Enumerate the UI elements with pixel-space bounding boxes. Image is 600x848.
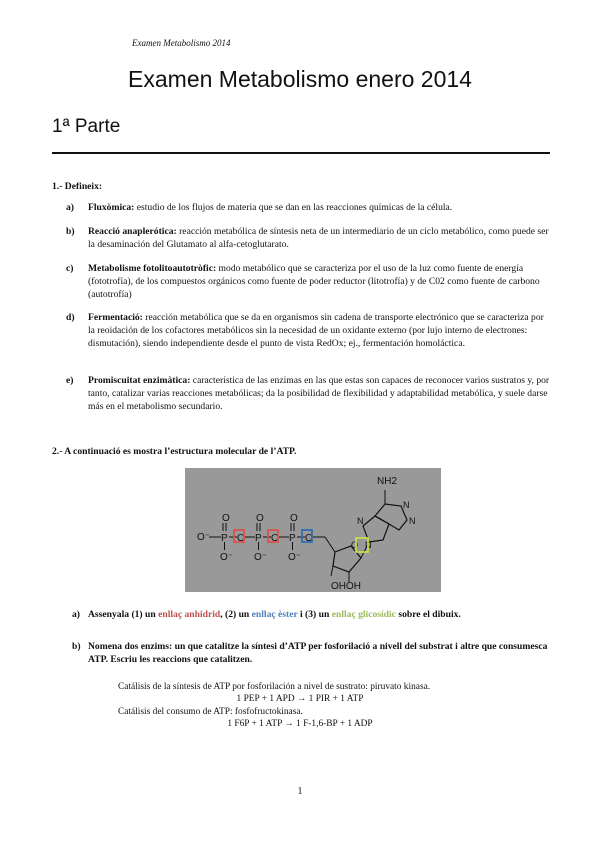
o-minus-label: O⁻	[220, 552, 234, 563]
oh-label: OHOH	[331, 581, 361, 592]
phosphorus-label: P	[289, 533, 296, 544]
oxygen-label: O	[351, 540, 359, 550]
item-letter: c)	[66, 263, 74, 274]
o-minus-label: O⁻	[254, 552, 268, 563]
anhydride-bond-label: enllaç anhidrid	[158, 609, 221, 620]
oxygen-label: O	[222, 513, 230, 524]
nh2-label: NH2	[377, 476, 398, 487]
answer-reaction-2: 1 F6P + 1 ATP → 1 F-1,6-BP + 1 ADP	[227, 719, 373, 729]
oxygen-label: O	[290, 513, 298, 524]
definition-term: Reacció anaplerótica:	[88, 226, 177, 237]
oxygen-label: O	[237, 533, 245, 544]
q2a-text: i (3) un	[297, 609, 332, 620]
q2b-text: Nomena dos enzims: un que catalitze la síntesi d’ATP per fosforilació a nivell del substrat i altre que consumesca ATP. Escriu les reaccions que catalitzen.	[88, 641, 548, 665]
item-letter: e)	[66, 375, 74, 386]
nitrogen-label: N	[365, 540, 372, 550]
o-minus-label: O⁻	[197, 532, 211, 543]
heading-divider	[52, 152, 550, 154]
item-letter: b)	[66, 226, 75, 237]
answer-line-2: Catálisis del consumo de ATP: fosfofructokinasa.	[118, 707, 303, 717]
phosphorus-label: P	[221, 533, 228, 544]
ester-bond-label: enllaç èster	[251, 609, 298, 620]
q2a-text: sobre el dibuix.	[395, 609, 461, 620]
oxygen-label: O	[271, 533, 279, 544]
glycosidic-bond-label: enllaç glicosídic	[331, 609, 396, 620]
nitrogen-label: N	[403, 500, 410, 510]
page-number: 1	[297, 786, 303, 797]
definition-term: Fluxòmica:	[88, 202, 135, 213]
nitrogen-label: N	[409, 516, 416, 526]
definition-term: Fermentació:	[88, 312, 143, 323]
q2a-text: Assenyala (1) un	[88, 609, 159, 620]
definition-text: modo metabólico que se caracteriza por el uso de la luz como fuente de energía (fototrofía), de los compuestos orgánicos como fuente de poder reductor (litotrofía) y de C02 como fuente de carbono (autotrofía)	[88, 263, 540, 300]
phosphorus-label: P	[255, 533, 262, 544]
section-heading: 1ª Parte	[52, 116, 121, 137]
item-letter: b)	[72, 641, 81, 652]
definition-text: reacción metabólica que se da en organismos sin cadena de transporte electrónico que se caracteriza por la reoidación de los cofactores metabólicos sin la necesidad de un oxidante externo (por lujo interno de electrones: dismutación), siendo independiente desde el punto de vista RedOx; ej., fermentación homoláctica.	[88, 312, 544, 349]
definition-text: característica de las enzimas en las que estas son capaces de reconocer varios sustratos y, por tanto, catalizar varias reacciones metabólicas; da la posibilidad de flexibilidad y adaptabilidad metabólica, y suele darse más en el metabolismo secundario.	[88, 375, 550, 412]
oxygen-label: O	[305, 533, 313, 544]
nitrogen-label: N	[357, 516, 364, 526]
question-2-heading: 2.- A continuació es mostra l’estructura molecular de l’ATP.	[52, 446, 297, 457]
page-title: Examen Metabolismo enero 2014	[128, 66, 472, 92]
definition-term: Metabolisme fotolitoautotròfic:	[88, 263, 217, 274]
item-letter: a)	[72, 609, 80, 620]
answer-line-1: Catálisis de la síntesis de ATP por fosforilación a nivel de sustrato: piruvato kinasa.	[118, 682, 431, 692]
running-header: Examen Metabolismo 2014	[132, 38, 231, 48]
oxygen-label: O	[256, 513, 264, 524]
definition-term: Promiscuitat enzimàtica:	[88, 375, 191, 386]
definition-text: reacción metabólica de síntesis neta de un intermediario de un ciclo metabólico, como puede ser la desaminación del Glutamato al alfa-cetoglutarato.	[88, 226, 549, 250]
q2a-text: , (2) un	[220, 609, 252, 620]
answer-reaction-1: 1 PEP + 1 APD → 1 PIR + 1 ATP	[236, 694, 364, 704]
item-letter: d)	[66, 312, 75, 323]
definition-text: estudio de los flujos de materia que se dan en las reacciones químicas de la célula.	[134, 202, 453, 213]
atp-structure-figure	[185, 468, 441, 592]
question-1-heading: 1.- Defineix:	[52, 181, 103, 192]
o-minus-label: O⁻	[288, 552, 302, 563]
item-letter: a)	[66, 202, 74, 213]
